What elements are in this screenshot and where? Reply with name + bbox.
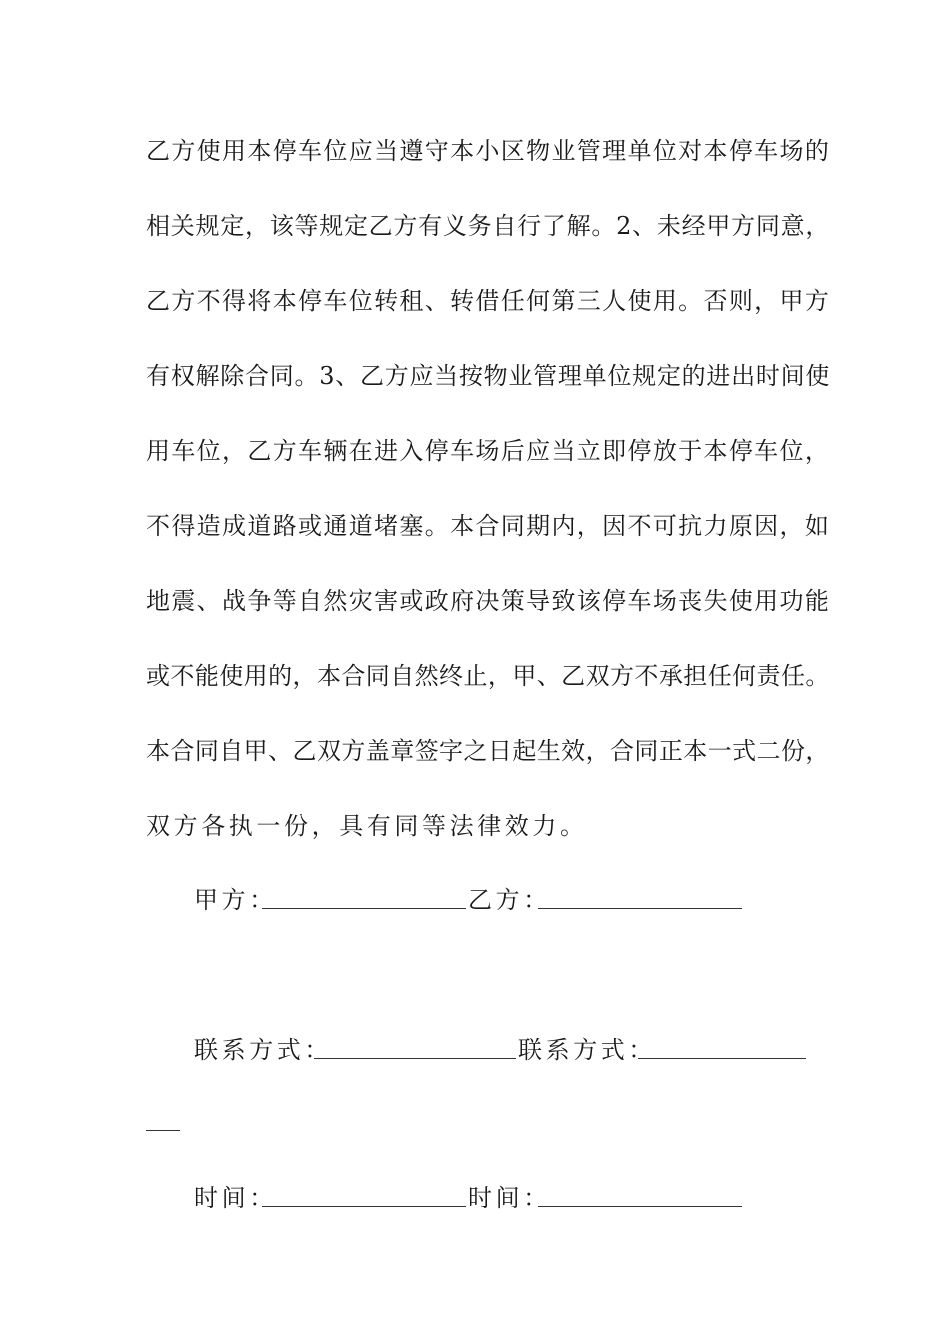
contact-a-label: 联系方式： <box>194 1036 332 1064</box>
body-line-3: 乙方不得将本停车位转租、转借任何第三人使用。否则，甲方 <box>146 287 831 315</box>
party-b-blank <box>538 908 742 909</box>
body-line-10: 双方各执一份，具有同等法律效力。 <box>146 812 588 840</box>
party-a-blank <box>262 908 466 909</box>
time-b-label: 时间： <box>468 1184 551 1212</box>
time-b-blank <box>538 1206 742 1207</box>
body-line-8: 或不能使用的，本合同自然终止，甲、乙双方不承担任何责任。 <box>146 662 830 690</box>
contact-a-blank <box>314 1058 516 1059</box>
contact-b-blank-wrap <box>146 1130 180 1131</box>
body-line-5: 用车位，乙方车辆在进入停车场后应当立即停放于本停车位， <box>146 437 831 465</box>
body-line-4: 有权解除合同。3、乙方应当按物业管理单位规定的进出时间使 <box>146 362 831 390</box>
contact-b-label: 联系方式： <box>518 1036 656 1064</box>
body-line-1: 乙方使用本停车位应当遵守本小区物业管理单位对本停车场的 <box>146 137 831 165</box>
body-line-2: 相关规定，该等规定乙方有义务自行了解。2、未经甲方同意， <box>146 212 831 240</box>
party-a-label: 甲方： <box>194 886 277 914</box>
body-line-9: 本合同自甲、乙双方盖章签字之日起生效，合同正本一式二份， <box>146 737 830 765</box>
time-a-blank <box>262 1206 466 1207</box>
time-a-label: 时间： <box>194 1184 277 1212</box>
party-b-label: 乙方： <box>468 886 551 914</box>
body-line-6: 不得造成道路或通道堵塞。本合同期内，因不可抗力原因，如 <box>146 512 831 540</box>
contact-b-blank <box>638 1058 806 1059</box>
body-line-7: 地震、战争等自然灾害或政府决策导致该停车场丧失使用功能 <box>146 587 831 615</box>
